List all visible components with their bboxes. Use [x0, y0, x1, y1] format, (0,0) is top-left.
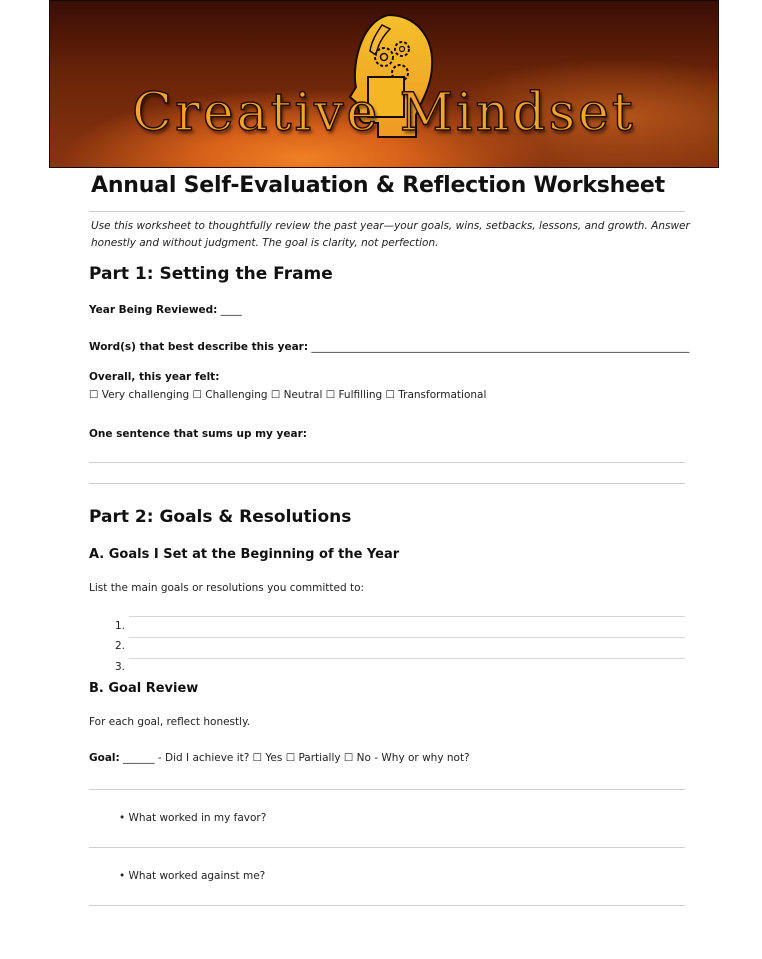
against-answer-line[interactable]	[89, 905, 685, 906]
sectionA-instruction: List the main goals or resolutions you committed to:	[89, 582, 365, 594]
goal-number-2: 2.	[115, 640, 126, 652]
sectionA-heading: A. Goals I Set at the Beginning of the Year	[89, 547, 400, 562]
banner-title: Creative Mindset	[132, 83, 636, 143]
goal-review-row[interactable]	[89, 752, 470, 764]
goal-why-answer-line[interactable]	[89, 789, 685, 790]
felt-label: Overall, this year felt:	[89, 371, 220, 383]
intro-text: Use this worksheet to thoughtfully review the past year—your goals, wins, setbacks, lessons, and growth. Answer honestly and without judgment. The goal is clarity, not perfection.	[91, 220, 690, 249]
goal-number-1: 1.	[115, 620, 126, 632]
sectionB-instruction: For each goal, reflect honestly.	[89, 716, 251, 728]
year-field[interactable]	[89, 304, 242, 316]
header-banner	[49, 0, 719, 168]
year-label: Year Being Reviewed:	[89, 304, 218, 316]
page-title: Annual Self-Evaluation & Reflection Worksheet	[91, 173, 665, 198]
words-label: Word(s) that best describe this year:	[89, 341, 309, 353]
sentence-answer-line-1[interactable]	[89, 462, 685, 463]
part1-heading: Part 1: Setting the Frame	[89, 264, 333, 284]
sectionB-heading: B. Goal Review	[89, 681, 199, 696]
prompt-against: • What worked against me?	[119, 870, 266, 882]
goal-line-1[interactable]	[129, 616, 685, 617]
sentence-answer-line-2[interactable]	[89, 483, 685, 484]
title-divider	[89, 211, 685, 212]
goal-review-options[interactable]: ______ - Did I achieve it? ☐ Yes ☐ Partially ☐ No - Why or why not?	[119, 752, 470, 764]
words-blank[interactable]: ________________________________________________________________________	[308, 341, 690, 353]
goal-line-3[interactable]	[129, 658, 685, 659]
favor-answer-line[interactable]	[89, 847, 685, 848]
part2-heading: Part 2: Goals & Resolutions	[89, 507, 352, 527]
goal-number-3: 3.	[115, 661, 126, 673]
year-blank[interactable]: ____	[217, 304, 242, 316]
prompt-favor: • What worked in my favor?	[119, 812, 267, 824]
goal-line-2[interactable]	[129, 637, 685, 638]
felt-options[interactable]: ☐ Very challenging ☐ Challenging ☐ Neutral ☐ Fulfilling ☐ Transformational	[89, 389, 487, 401]
sentence-label: One sentence that sums up my year:	[89, 428, 307, 440]
words-field[interactable]	[89, 341, 689, 353]
goal-label: Goal:	[89, 752, 120, 764]
